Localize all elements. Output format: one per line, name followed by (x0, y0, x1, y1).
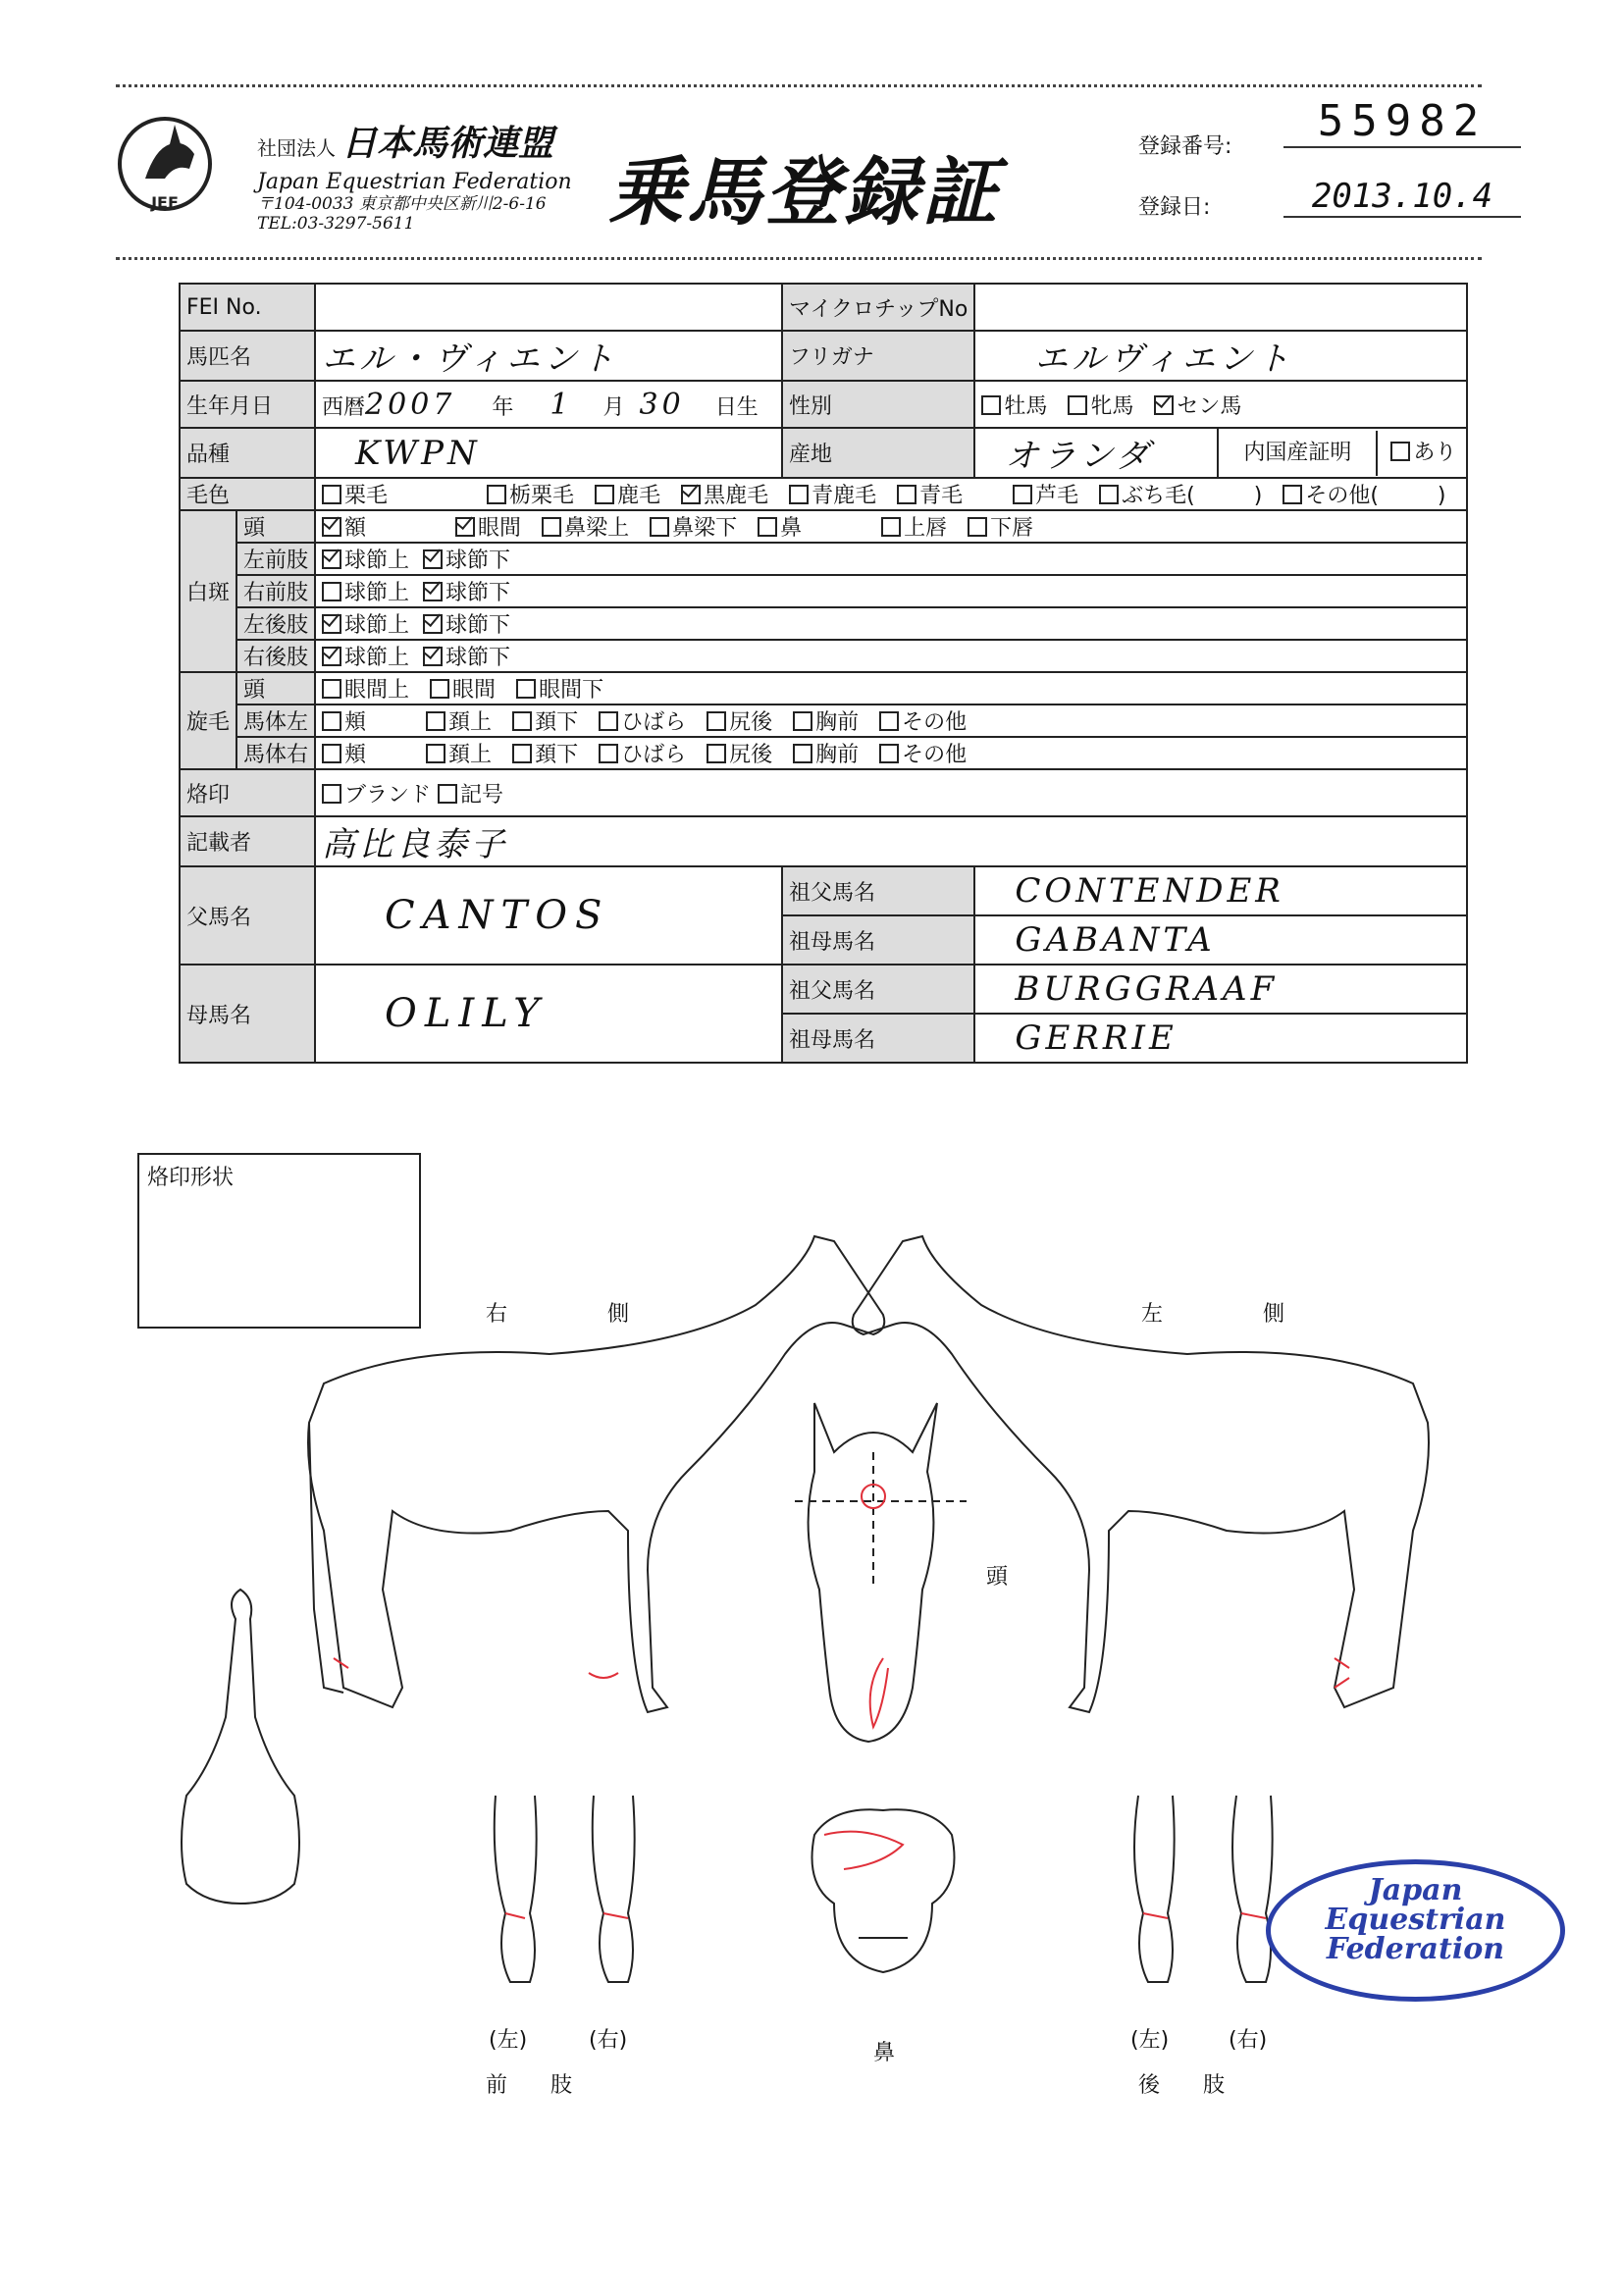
leg-option: 球節上 (344, 548, 410, 573)
whorl-option: ひばら (621, 743, 687, 767)
coat-option: その他( (1305, 484, 1379, 508)
muzzle-marking (824, 1832, 903, 1869)
brand-option: 記号 (460, 782, 504, 808)
sex-option-stallion: 牡馬 (1004, 393, 1048, 419)
gsire-label: 祖父馬名 (782, 866, 974, 915)
coat-option: 鹿毛 (617, 484, 661, 508)
whorl-head-option: 眼間 (452, 678, 497, 703)
furigana-value: エルヴィエント (974, 331, 1466, 381)
white-head-option: 上唇 (904, 516, 948, 541)
dob-year-unit: 年 (492, 394, 514, 420)
name-value: エル・ヴィエント (315, 331, 782, 381)
leg-option: 球節下 (445, 646, 511, 670)
nose-label: 鼻 (873, 2041, 896, 2065)
dob-year: 2007 (365, 387, 456, 422)
coat-option: ぶち毛( (1122, 484, 1195, 508)
hindleg-right-label: (右) (1229, 2028, 1268, 2053)
horse-head-front (795, 1403, 967, 1742)
whorl-option: 頚下 (535, 743, 579, 767)
origin-label: 産地 (782, 428, 974, 478)
sire-sire-value: CONTENDER (974, 866, 1466, 915)
whorl-option: 胸前 (815, 710, 860, 735)
corp-type: 社団法人 (257, 136, 336, 160)
org-tel: TEL:03-3297-5611 (257, 214, 415, 234)
whorl-right-label: 馬体右 (236, 737, 315, 769)
dob-day-unit: 日生 (714, 394, 759, 420)
whorl-option: その他 (902, 743, 968, 767)
dam-sire-value: BURGGRAAF (974, 965, 1466, 1014)
org-name-jp: 日本馬術連盟 (341, 123, 554, 164)
nose-drawing (812, 1809, 955, 1972)
hindleg-left-label: (左) (1130, 2028, 1170, 2053)
dam-dam-value: GERRIE (974, 1014, 1466, 1063)
org-name-en: Japan Equestrian Federation (257, 170, 572, 194)
stamp-line-2: Equestrian (1325, 1903, 1506, 1937)
sex-label: 性別 (782, 381, 974, 428)
sire-label: 父馬名 (180, 866, 315, 965)
brand-option: ブランド (344, 782, 432, 808)
leg-option: 球節下 (445, 613, 511, 638)
whorl-option: ひばら (621, 710, 687, 735)
left-side-label: 左 側 (1141, 1302, 1325, 1327)
whorl-head-option: 眼間下 (539, 678, 604, 703)
whorl-head-label: 頭 (236, 672, 315, 704)
leg-markings (334, 1658, 1349, 1688)
head-label: 頭 (986, 1565, 1009, 1590)
coat-option: 青鹿毛 (812, 484, 877, 508)
dob-month: 1 (550, 387, 573, 422)
sire-dam-value: GABANTA (974, 915, 1466, 965)
whorl-option: 頚上 (448, 743, 493, 767)
furigana-label: フリガナ (782, 331, 974, 381)
name-label: 馬匹名 (180, 331, 315, 381)
gdam-label: 祖母馬名 (782, 915, 974, 965)
leg-option: 球節上 (344, 646, 410, 670)
microchip-label: マイクロチップNo (782, 284, 974, 331)
breed-label: 品種 (180, 428, 315, 478)
coat-label: 毛色 (180, 478, 315, 510)
coat-option-close: ) (1253, 484, 1263, 508)
sex-option-mare: 牝馬 (1090, 393, 1134, 419)
coat-option: 栃栗毛 (509, 484, 575, 508)
whorl-option: 尻後 (729, 710, 773, 735)
hindlegs-label: 後 肢 (1138, 2073, 1226, 2098)
reg-date-value: 2013.10.4 (1283, 177, 1521, 218)
white-rf-label: 右前肢 (236, 575, 315, 607)
whorl-left-label: 馬体左 (236, 704, 315, 737)
breed-value: KWPN (315, 428, 782, 478)
stamp-line-3: Federation (1326, 1932, 1505, 1966)
whorl-option: 尻後 (729, 743, 773, 767)
dob-era: 西暦 (322, 394, 366, 420)
right-side-label: 右 側 (486, 1302, 669, 1327)
hindlegs-drawing (1134, 1796, 1273, 1982)
leg-option: 球節上 (344, 581, 410, 605)
forelegs-drawing (495, 1796, 635, 1982)
white-head-option: 鼻梁上 (564, 516, 630, 541)
white-lf-label: 左前肢 (236, 543, 315, 575)
foreleg-left-label: (左) (489, 2028, 528, 2053)
leg-option: 球節下 (445, 581, 511, 605)
lower-leg-markings (505, 1913, 1266, 1918)
dob-label: 生年月日 (180, 381, 315, 428)
whorl-option: 頚上 (448, 710, 493, 735)
horse-left-side (853, 1236, 1429, 1712)
nose-stripe-marking (870, 1658, 888, 1727)
foreleg-right-label: (右) (589, 2028, 628, 2053)
gsire-label: 祖父馬名 (782, 965, 974, 1014)
white-head-option: 眼間 (478, 516, 522, 541)
document-title: 乗馬登録証 (608, 148, 1001, 235)
horse-top-view (182, 1590, 299, 1904)
logo-text: JEF (151, 193, 179, 212)
white-lh-label: 左後肢 (236, 607, 315, 640)
horse-right-side (308, 1236, 884, 1712)
sex-option-gelding: セン馬 (1177, 393, 1242, 419)
whorl-option: 胸前 (815, 743, 860, 767)
coat-option: 青毛 (919, 484, 964, 508)
origin-value: オランダ (974, 428, 1218, 478)
whorl-head-option: 眼間上 (344, 678, 410, 703)
coat-option: 芦毛 (1035, 484, 1079, 508)
org-address: 〒104-0033 東京都中央区新川2-6-16 (257, 194, 547, 214)
white-head-option: 鼻 (780, 516, 803, 541)
dob-day: 30 (639, 387, 685, 422)
coat-option: 黒鹿毛 (704, 484, 769, 508)
gdam-label: 祖母馬名 (782, 1014, 974, 1063)
whorl-label: 旋毛 (180, 672, 236, 769)
white-head-label: 頭 (236, 510, 315, 543)
domestic-label: 内国産証明 (1219, 431, 1378, 476)
forelegs-label: 前 肢 (486, 2073, 573, 2098)
coat-option: 栗毛 (344, 484, 389, 508)
white-head-option: 鼻梁下 (672, 516, 738, 541)
writer-label: 記載者 (180, 816, 315, 866)
whorl-option: 頬 (344, 710, 367, 735)
dam-value: OLILY (315, 965, 782, 1063)
white-head-option: 額 (344, 516, 367, 541)
dam-label: 母馬名 (180, 965, 315, 1063)
reg-number-value: 55982 (1283, 96, 1521, 148)
marking-annotations (334, 1485, 1349, 1918)
reg-number-label: 登録番号: (1138, 134, 1232, 159)
stamp-line-1: Japan (1368, 1873, 1463, 1907)
fei-label: FEI No. (180, 284, 315, 331)
reg-date-label: 登録日: (1138, 195, 1211, 220)
white-head-option: 下唇 (990, 516, 1034, 541)
leg-option: 球節下 (445, 548, 511, 573)
white-rh-label: 右後肢 (236, 640, 315, 672)
domestic-option: あり (1413, 440, 1457, 465)
white-label: 白斑 (180, 510, 236, 672)
dob-month-unit: 月 (602, 394, 625, 420)
brand-shape-label: 烙印形状 (147, 1166, 235, 1190)
whorl-option: 頚下 (535, 710, 579, 735)
brand-label: 烙印 (180, 769, 315, 816)
federation-stamp (1266, 1859, 1565, 2002)
whorl-option: 頬 (344, 743, 367, 767)
coat-option-close: ) (1437, 484, 1446, 508)
sire-value: CANTOS (315, 866, 782, 965)
whorl-option: その他 (902, 710, 968, 735)
writer-value: 高比良泰子 (315, 816, 1466, 866)
leg-option: 球節上 (344, 613, 410, 638)
